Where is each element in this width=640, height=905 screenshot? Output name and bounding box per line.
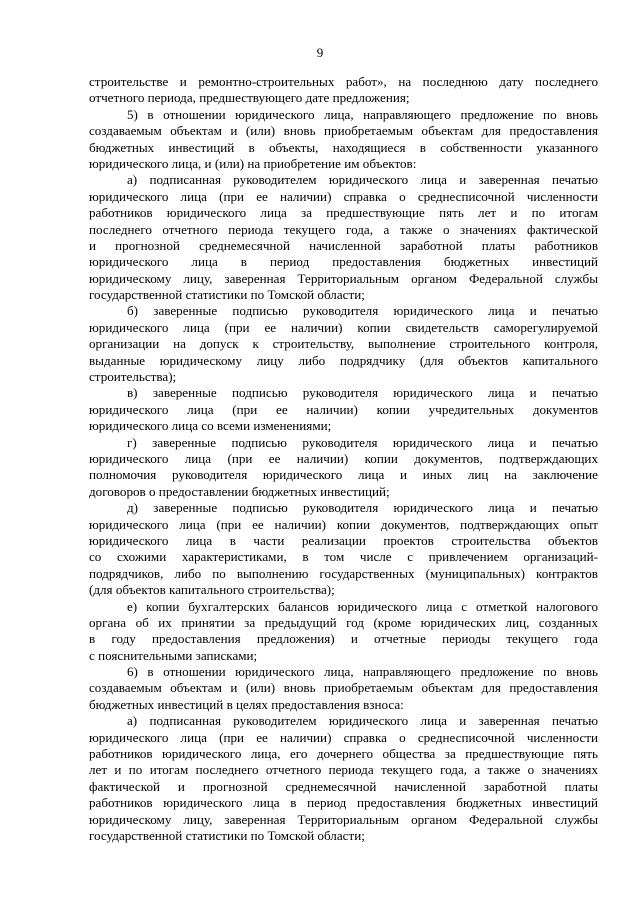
text-line: юридическому лицу, заверенная Территориальным органом Федеральной службы — [89, 270, 598, 286]
paragraph — [89, 107, 598, 173]
page-number: 9 — [316, 45, 324, 60]
text-line: договоров о предоставлении бюджетных инвестиций; — [89, 483, 390, 499]
paragraph — [89, 385, 598, 434]
text-line: последнего отчетного периода текущего года, а также о значениях фактической — [89, 221, 598, 237]
text-line: д) заверенные подписью руководителя юридического лица и печатью — [127, 500, 598, 516]
text-line: полномочия руководителя юридического лица и иных лиц на заключение — [89, 467, 598, 483]
text-line: организации на допуск к строительству, выполнение строительного контроля, — [89, 336, 598, 352]
paragraph — [89, 713, 598, 844]
text-line: юридического лица в период предоставления бюджетных инвестиций — [89, 254, 598, 270]
text-line: юридического лица (при ее наличии) копии свидетельств саморегулируемой — [89, 319, 598, 335]
text-line: г) заверенные подписью руководителя юридического лица и печатью — [127, 434, 598, 450]
text-line: создаваемым объектам и (или) вновь приобретаемым объектам для предоставления — [89, 680, 598, 696]
text-line: лет и по итогам последнего отчетного периода текущего года, а также о значениях — [89, 762, 598, 778]
text-line: строительстве и ремонтно-строительных работ», на последнюю дату последнего — [89, 74, 598, 89]
text-line: со схожими характеристиками, в том числе с привлечением организаций- — [89, 549, 598, 565]
text-line: а) подписанная руководителем юридического лица и заверенная печатью — [127, 172, 598, 188]
paragraph — [89, 664, 598, 713]
text-line: юридическому лицу, заверенная Территориальным органом Федеральной службы — [89, 811, 598, 827]
text-line: юридического лица со всеми изменениями; — [89, 418, 332, 434]
text-line: юридического лица, и (или) на приобретение им объектов: — [89, 155, 417, 171]
text-line: государственной статистики по Томской области; — [89, 287, 365, 303]
text-line: органа об их принятии за предыдущий год (кроме юридических лиц, созданных — [89, 614, 598, 630]
text-line: е) копии бухгалтерских балансов юридического лица с отметкой налогового — [127, 598, 598, 614]
paragraph — [89, 599, 598, 665]
text-line: юридического лица (при ее наличии) копии учредительных документов — [89, 401, 598, 417]
text-line: выданные юридическому лицу либо подрядчику (для объектов капитального — [89, 352, 598, 368]
text-line: в) заверенные подписью руководителя юридического лица и печатью — [127, 385, 598, 401]
text-line: создаваемым объектам и (или) вновь приобретаемым объектам для предоставления — [89, 123, 598, 139]
text-line: юридического лица (при ее наличии) копии документов, подтверждающих опыт — [89, 516, 598, 532]
text-line: юридического лица в части реализации проектов строительства объектов — [89, 532, 598, 548]
paragraph — [89, 172, 598, 303]
paragraph — [89, 303, 598, 385]
text-line: юридического лица (при ее наличии) справка о среднесписочной численности — [89, 188, 598, 204]
text-line: подрядчиков, либо по выполнению государственных (муниципальных) контрактов — [89, 565, 598, 581]
text-line: в году предоставления предложения) и отчетные периоды текущего года — [89, 631, 598, 647]
paragraph — [89, 74, 598, 107]
paragraph — [89, 500, 598, 598]
text-line: бюджетных инвестиций в объекты, находящиеся в собственности указанного — [89, 139, 598, 155]
document-body — [89, 74, 598, 844]
paragraph — [89, 435, 598, 501]
text-line: 6) в отношении юридического лица, направляющего предложение по вновь — [127, 664, 598, 680]
text-line: с пояснительными записками; — [89, 647, 258, 663]
text-line: работников юридического лица за предшествующие пять лет и по итогам — [89, 205, 598, 221]
text-line: государственной статистики по Томской области; — [89, 827, 365, 843]
text-line: работников юридического лица в период предоставления бюджетных инвестиций — [89, 795, 598, 811]
text-line: фактической и прогнозной среднемесячной начисленной заработной платы — [89, 778, 598, 794]
text-line: а) подписанная руководителем юридического лица и заверенная печатью — [127, 713, 598, 729]
text-line: 5) в отношении юридического лица, направляющего предложение по вновь — [127, 106, 598, 122]
text-line: и прогнозной среднемесячной начисленной заработной платы работников — [89, 237, 598, 253]
text-line: строительства); — [89, 369, 177, 385]
text-line: работников юридического лица, его дочернего общества за предшествующие пять — [89, 746, 598, 762]
text-line: юридического лица (при ее наличии) справка о среднесписочной численности — [89, 729, 598, 745]
text-line: (для объектов капитального строительства); — [89, 582, 335, 598]
text-line: б) заверенные подписью руководителя юридического лица и печатью — [127, 303, 598, 319]
text-line: бюджетных инвестиций в целях предоставления взноса: — [89, 696, 404, 712]
text-line: юридического лица (при ее наличии) копии документов, подтверждающих — [89, 450, 598, 466]
text-line: отчетного периода, предшествующего дате предложения; — [89, 90, 410, 106]
